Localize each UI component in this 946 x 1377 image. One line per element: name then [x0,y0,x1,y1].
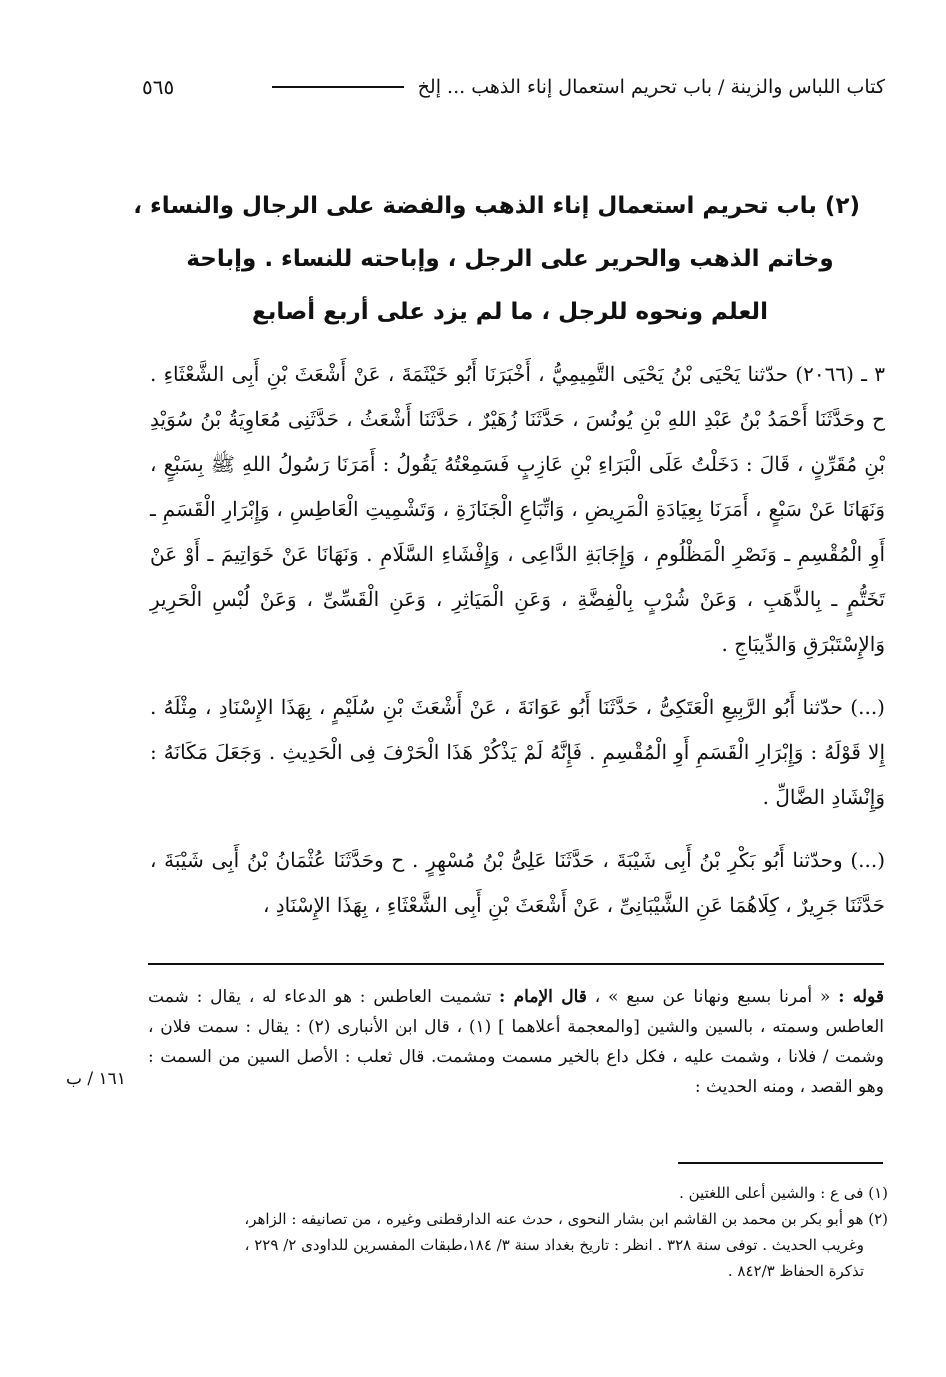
header-rule [272,86,404,88]
footnote-2-line-2: وغريب الحديث . توفى سنة ٣٢٨ . انظر : تاريخ بغداد سنة ٣/ ١٨٤،طبقات المفسرين للداودى ٢/ ٢٢٩ ، [244,1236,864,1254]
hadith-paragraph-1: ٣ ـ (٢٠٦٦) حدّثنا يَحْيَى بْنُ يَحْيَى التَّمِيمِيُّ ، أَخْبَرَنَا أَبُو خَيْثَمَةَ ، عَنْ أَشْعَثَ بْنِ أَبِى الشَّعْثَاءِ . ح وحَدَّثَنَا أَحْمَدُ بْنُ عَبْدِ اللهِ بْنِ يُونُسَ ، حَدَّثَنَا زُهَيْرٌ ، حَدَّثَنَا أَشْعَثُ ، حَدَّثَنِى مُعَاوِيَةُ بْنُ سُوَيْدِ بْنِ مُقَرِّنٍ ، قَالَ : دَخَلْتُ عَلَى الْبَرَاءِ بْنِ عَازِبٍ فَسَمِعْتُهُ يَقُولُ : أَمَرَنَا رَسُولُ اللهِ ﷺ بِسَبْعٍ ، وَنَهَانَا عَنْ سَبْعٍ ، أَمَرَنَا بِعِيَادَةِ الْمَرِيضِ ، وَاتِّبَاعِ الْجَنَازَةِ ، وَتَشْمِيتِ الْعَاطِسِ ، وَإِبْرَارِ الْقَسَمِ ـ أَوِ الْمُقْسِمِ ـ وَنَصْرِ الْمَظْلُومِ ، وَإِجَابَةِ الدَّاعِى ، وَإِفْشَاءِ السَّلَامِ . وَنَهَانَا عَنْ خَوَاتِيمَ ـ أَوْ عَنْ تَخَتُّمٍ ـ بِالذَّهَبِ ، وَعَنْ شُرْبٍ بِالْفِضَّةِ ، وَعَنِ الْمَيَاثِرِ ، وَعَنِ الْقَسِّىِّ ، وَعَنْ لُبْسِ الْحَرِيرِ وَالإِسْتَبْرَقِ وَالدِّيبَاجِ . [150,362,885,656]
footnote-1: (١) فى ع : والشين أعلى اللغتين . [679,1184,888,1202]
footnotes [148,1180,888,1284]
hadith-paragraph-2: (...) حدّثنا أَبُو الرَّبِيعِ الْعَتَكِىُّ ، حَدَّثَنَا أَبُو عَوَانَةَ ، عَنْ أَشْعَثَ بْنِ سُلَيْمٍ ، بِهَذَا الإِسْنَادِ ، مِثْلَهُ . إِلا قَوْلَهُ : وَإِبْرَارِ الْقَسَمِ أَوِ الْمُقْسِمِ . فَإِنَّهُ لَمْ يَذْكُرْ هَذَا الْحَرْفَ فِى الْحَدِيثِ . وَجَعَلَ مَكَانَهُ : وَإِنْشَادِ الضَّالِّ . [150,695,885,809]
footnote-2-line-1: (٢) هو أبو بكر بن محمد بن القاشم ابن بشار النحوى ، حدث عنه الدارقطنى وغيره ، من تصانيفه : الزاهر، [244,1210,888,1228]
commentary-quote: « أمرنا بسبع ونهانا عن سبع » ، [594,987,831,1007]
chapter-title [133,180,860,339]
manuscript-folio-note: ١٦١ / ب [66,1069,126,1089]
commentary-text: تشميت العاطس : هو الدعاء له ، يقال : شمت العاطس وسمته ، بالسين والشين [والمعجمة أعلاهما ] (١) ، قال ابن الأنبارى (٢) : يقال : سمت فلان ، وشمت / فلانا ، وشمت عليه ، فكل داع بالخير مسمت ومشمت. قال ثعلب : الأصل السين من السمت : وهو القصد ، ومنه الحديث : [148,987,884,1097]
commentary-separator [148,963,884,965]
chapter-title-line-1: (٢) باب تحريم استعمال إناء الذهب والفضة على الرجال والنساء ، [133,193,860,219]
chapter-title-line-3: العلم ونحوه للرجل ، ما لم يزد على أربع أصابع [252,299,768,325]
commentary [148,982,884,1102]
commentary-lead: قوله : [838,987,885,1007]
chapter-title-line-2: وخاتم الذهب والحرير على الرجل ، وإباحته للنساء . وإباحة [186,246,834,272]
page-number: ٥٦٥ [142,75,175,99]
footnote-2-line-3: تذكرة الحفاظ ٨٤٢/٣ . [727,1262,864,1280]
hadith-paragraph-3: (...) وحدّثنا أَبُو بَكْرِ بْنُ أَبِى شَيْبَةَ ، حَدَّثَنَا عَلِىُّ بْنُ مُسْهِرٍ . ح وحَدَّثَنَا عُثْمَانُ بْنُ أَبِى شَيْبَةَ ، حَدَّثَنَا جَرِيرٌ ، كِلَاهُمَا عَنِ الشَّيْبَانِىِّ ، عَنْ أَشْعَثَ بْنِ أَبِى الشَّعْثَاءِ ، بِهَذَا الإِسْنَادِ ، [150,848,886,917]
hadith-text [150,352,885,946]
running-header [140,70,885,104]
commentary-imam: قال الإمام : [499,987,587,1007]
running-title: كتاب اللباس والزينة / باب تحريم استعمال إناء الذهب ... إلخ [417,76,885,98]
footnote-separator [678,1162,883,1164]
